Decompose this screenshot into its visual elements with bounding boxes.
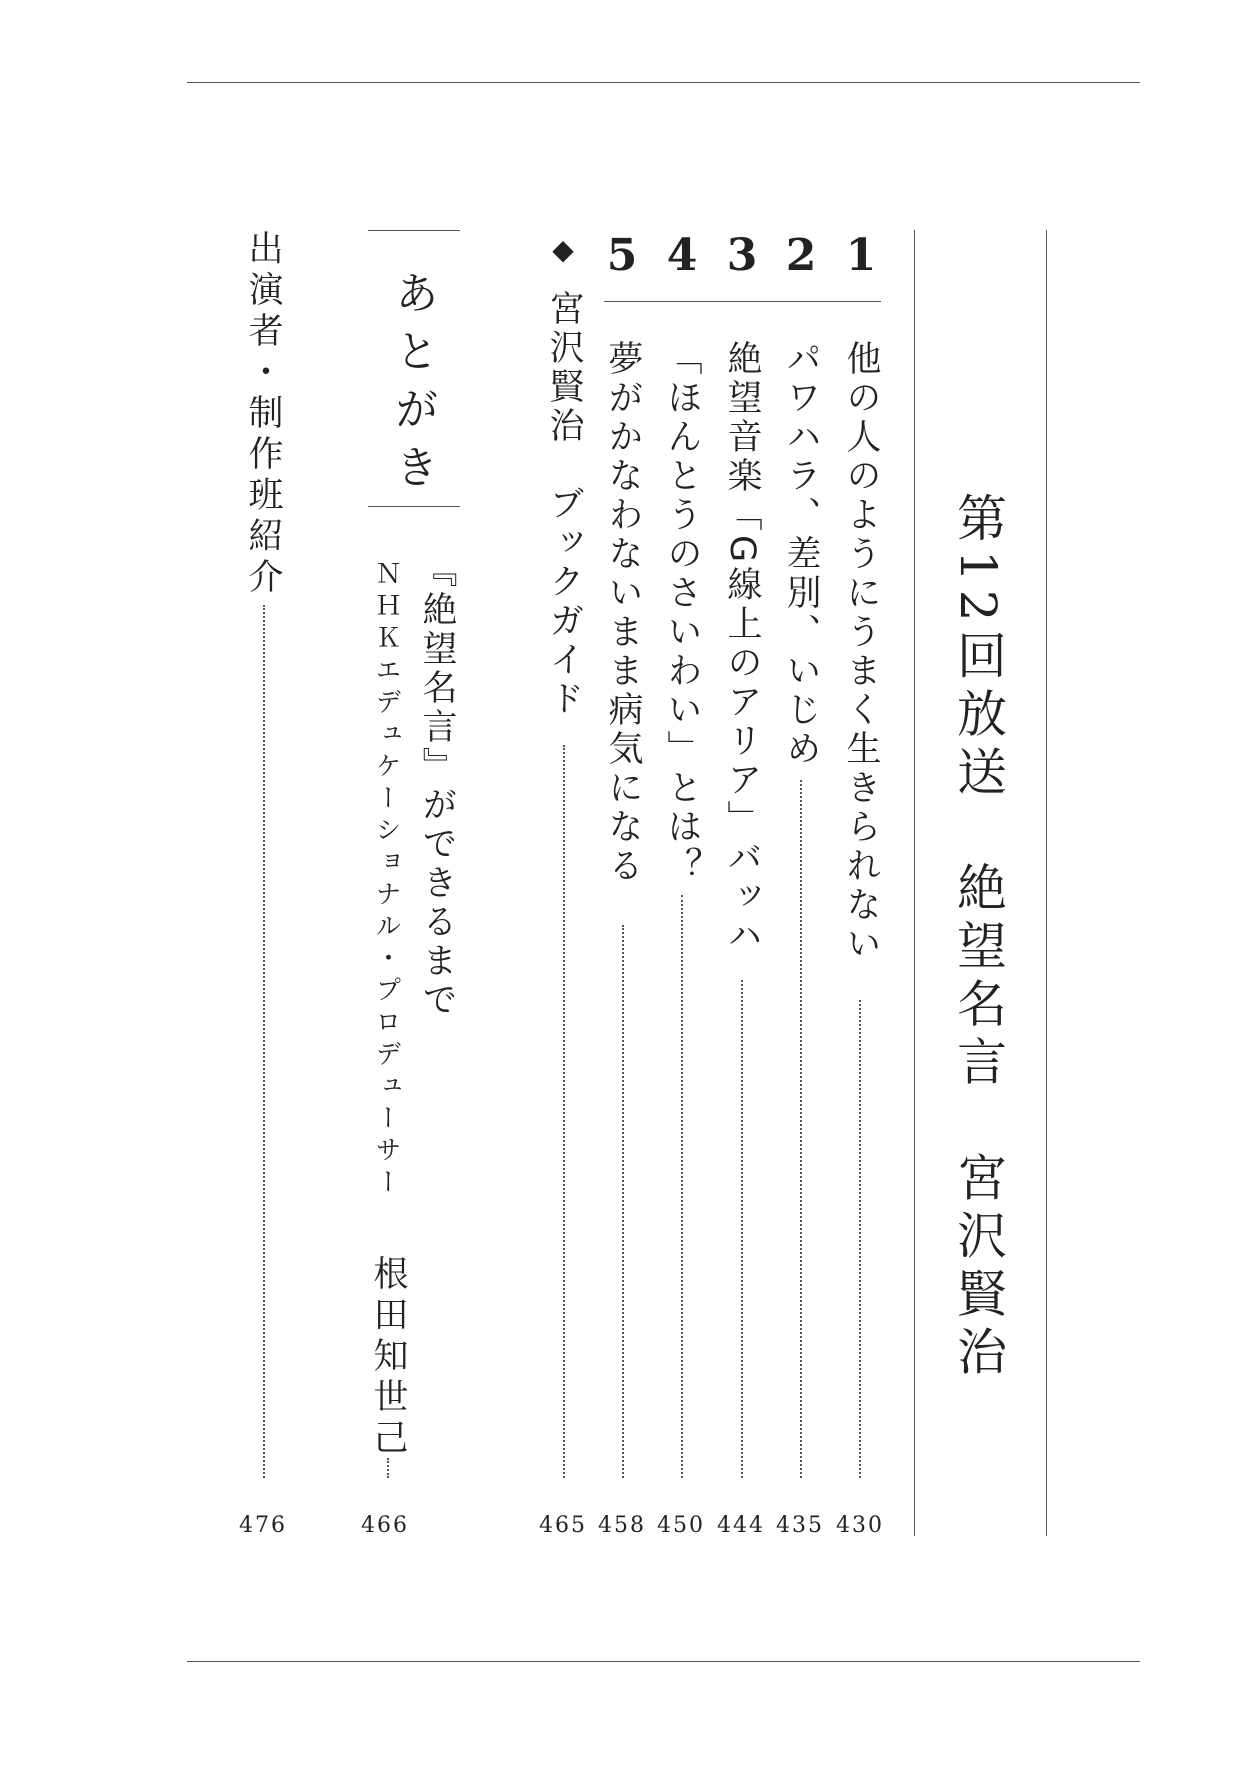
toc-entry-credits[interactable]: 出演者・制作班紹介 xyxy=(243,230,283,599)
dot-leader xyxy=(387,1458,389,1478)
title-box-right-rule xyxy=(1046,230,1047,1536)
diamond-icon: ◆ xyxy=(552,233,574,266)
title-box-left-rule xyxy=(914,230,915,1536)
dot-leader xyxy=(622,925,624,1478)
page-number: 430 xyxy=(836,1513,884,1538)
page-number: 466 xyxy=(361,1513,409,1538)
afterword-author-name: 根田知世己 xyxy=(368,1255,408,1460)
toc-entry-4[interactable]: 「ほんとうのさいわい」とは？ xyxy=(662,340,702,886)
numbers-underline xyxy=(604,301,881,302)
dot-leader xyxy=(859,1000,861,1478)
afterword-heading: あとがき xyxy=(387,270,438,502)
chapter-title: 第12回放送 絶望名言 宮沢賢治 xyxy=(949,492,1007,1384)
toc-entry-bookguide[interactable]: 宮沢賢治 ブックガイド xyxy=(544,290,584,719)
toc-entry-5[interactable]: 夢がかなわないまま病気になる xyxy=(603,340,643,886)
top-rule xyxy=(187,82,1140,83)
toc-entry-2[interactable]: パワハラ、差別、いじめ xyxy=(781,340,821,769)
page-number: 458 xyxy=(598,1513,646,1538)
toc-entry-3[interactable]: 絶望音楽「G線上のアリア」バッハ xyxy=(722,340,762,957)
toc-entry-afterword[interactable]: 『絶望名言』ができるまで xyxy=(417,552,457,1020)
dot-leader xyxy=(681,895,683,1478)
afterword-heading-top-rule xyxy=(368,230,460,231)
afterword-author-role: ＮＨＫエデュケーショナル・プロデューサー xyxy=(371,560,401,1200)
page-number: 465 xyxy=(539,1513,587,1538)
item-number: 4 xyxy=(666,230,698,281)
page-number: 476 xyxy=(239,1513,287,1538)
page-number: 444 xyxy=(717,1513,765,1538)
dot-leader xyxy=(800,780,802,1478)
dot-leader xyxy=(563,745,565,1478)
item-number: 5 xyxy=(606,230,638,281)
page-number: 435 xyxy=(776,1513,824,1538)
dot-leader xyxy=(263,605,265,1478)
dot-leader xyxy=(741,980,743,1478)
item-number: 2 xyxy=(785,230,817,281)
item-number: 3 xyxy=(726,230,758,281)
item-number: 1 xyxy=(845,230,877,281)
page-number: 450 xyxy=(657,1513,705,1538)
afterword-heading-bottom-rule xyxy=(368,506,460,507)
toc-entry-1[interactable]: 他の人のようにうまく生きられない xyxy=(841,340,881,964)
bottom-rule xyxy=(187,1661,1140,1662)
